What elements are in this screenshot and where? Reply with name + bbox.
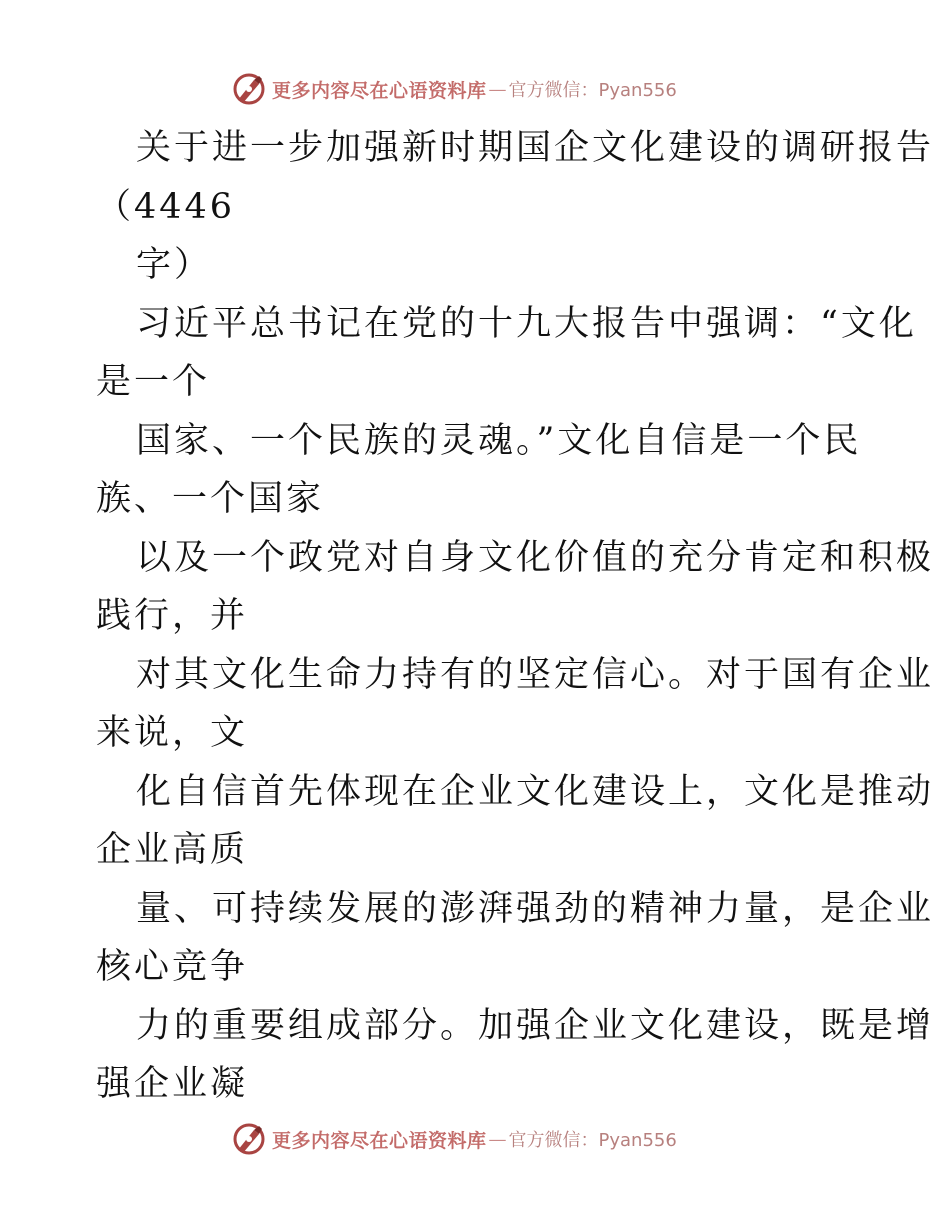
text-line: 字） — [136, 245, 213, 285]
pen-logo-icon — [232, 1122, 266, 1156]
banner-title: 更多内容尽在心语资料库 — [272, 1129, 487, 1152]
text-line: 力的重要组成部分。加强企业文化建设，既是增 — [136, 1005, 935, 1046]
text-line: （4446 — [96, 186, 236, 227]
header-banner — [0, 70, 950, 110]
text-line: 来说，文 — [96, 713, 249, 753]
banner-title: 更多内容尽在心语资料库 — [272, 79, 487, 102]
text-line: 是一个 — [96, 362, 211, 402]
banner-wechat: 官方微信：Pyan556 — [508, 80, 677, 101]
text-line: 对其文化生命力持有的坚定信心。对于国有企业 — [136, 654, 935, 695]
text-line: 国家、一个民族的灵魂。”文化自信是一个民 — [136, 420, 862, 461]
text-line: 践行，并 — [96, 596, 249, 636]
text-line: 企业高质 — [96, 830, 249, 870]
text-line: 族、一个国家 — [96, 479, 325, 519]
banner-separator: — — [488, 1128, 507, 1150]
text-line: 化自信首先体现在企业文化建设上，文化是推动 — [136, 771, 935, 812]
text-line: 关于进一步加强新时期国企文化建设的调研报告 — [136, 128, 935, 168]
footer-banner — [0, 1120, 950, 1160]
banner-wechat: 官方微信：Pyan556 — [508, 1130, 677, 1151]
pen-logo-icon — [232, 72, 266, 106]
text-line: 强企业凝 — [96, 1064, 249, 1104]
banner-separator: — — [488, 78, 507, 100]
text-line: 量、可持续发展的澎湃强劲的精神力量，是企业 — [136, 888, 935, 929]
text-line: 习近平总书记在党的十九大报告中强调：“文化 — [136, 303, 917, 344]
text-line: 核心竞争 — [96, 947, 249, 987]
text-line: 以及一个政党对自身文化价值的充分肯定和积极 — [136, 537, 935, 578]
